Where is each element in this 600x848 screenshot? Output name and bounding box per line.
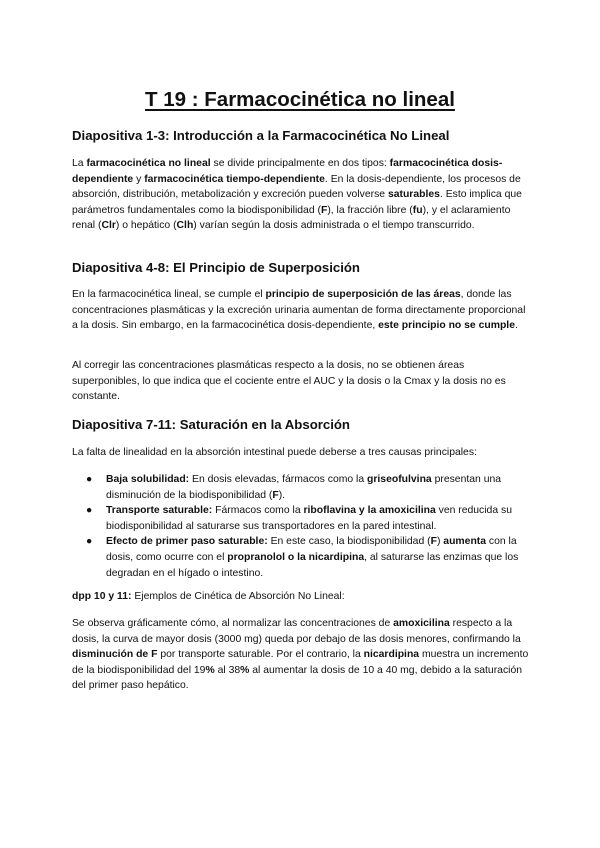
absorption-causes-list	[72, 472, 532, 581]
list-item	[72, 472, 532, 503]
intro-paragraph: La farmacocinética no lineal se divide principalmente en dos tipos: farmacocinética dosis-dependiente y farmacocinética tiempo-dependiente. En la dosis-dependiente, los procesos de absorción, distribución, metabolización y excreción pueden volverse saturables. Esto implica que parámetros fundamentales como la biodisponibilidad (F), la fracción libre (fu), y el aclaramiento renal (Clr) o hepático (Clh) varían según la dosis administrada o el tiempo transcurrido.	[72, 158, 522, 232]
list-item	[72, 534, 532, 581]
list-item	[72, 503, 532, 534]
page-title: T 19 : Farmacocinética no lineal	[145, 88, 455, 111]
dpp-examples-label: dpp 10 y 11: Ejemplos de Cinética de Absorción No Lineal:	[72, 591, 345, 602]
list-item-text: Transporte saturable: Fármacos como la riboflavina y la amoxicilina ven reducida su biodisponibilidad al saturarse sus transportadores en la pared intestinal.	[106, 505, 512, 532]
superposition-paragraph-2: Al corregir las concentraciones plasmáticas respecto a la dosis, no se obtienen áreas superponibles, lo que indica que el cociente entre el AUC y la dosis o la Cmax y la dosis no es constante.	[72, 360, 506, 403]
section-heading-superposition: Diapositiva 4-8: El Principio de Superposición	[72, 260, 360, 275]
superposition-paragraph: En la farmacocinética lineal, se cumple el principio de superposición de las áreas, donde las concentraciones plasmáticas y la excreción urinaria aumentan de forma directamente proporcional a la dosis. Sin embargo, en la farmacocinética dosis-dependiente, este principio no se cumple.	[72, 289, 526, 332]
list-item-text: Efecto de primer paso saturable: En este caso, la biodisponibilidad (F) aumenta con la dosis, como ocurre con el propranolol o la nicardipina, al saturarse las enzimas que los degradan en el hígado o intestino.	[106, 536, 519, 579]
section-heading-intro: Diapositiva 1-3: Introducción a la Farmacocinética No Lineal	[72, 128, 450, 143]
section-heading-absorption: Diapositiva 7-11: Saturación en la Absorción	[72, 417, 350, 432]
list-item-text: Baja solubilidad: En dosis elevadas, fármacos como la griseofulvina presentan una disminución de la biodisponibilidad (F).	[106, 474, 502, 501]
bullet-icon: ●	[86, 474, 93, 485]
bullet-icon: ●	[86, 505, 93, 517]
bullet-icon: ●	[86, 536, 93, 548]
amoxicilina-nicardipina-paragraph: Se observa gráficamente cómo, al normalizar las concentraciones de amoxicilina respecto a la dosis, la curva de mayor dosis (3000 mg) queda por debajo de las dosis menores, confirmando la disminución de F por transporte saturable. Por el contrario, la nicardipina muestra un incremento de la biodisponibilidad del 19% al 38% al aumentar la dosis de 10 a 40 mg, debido a la saturación del primer paso hepático.	[72, 618, 529, 692]
absorption-intro: La falta de linealidad en la absorción intestinal puede deberse a tres causas principales:	[72, 447, 477, 458]
